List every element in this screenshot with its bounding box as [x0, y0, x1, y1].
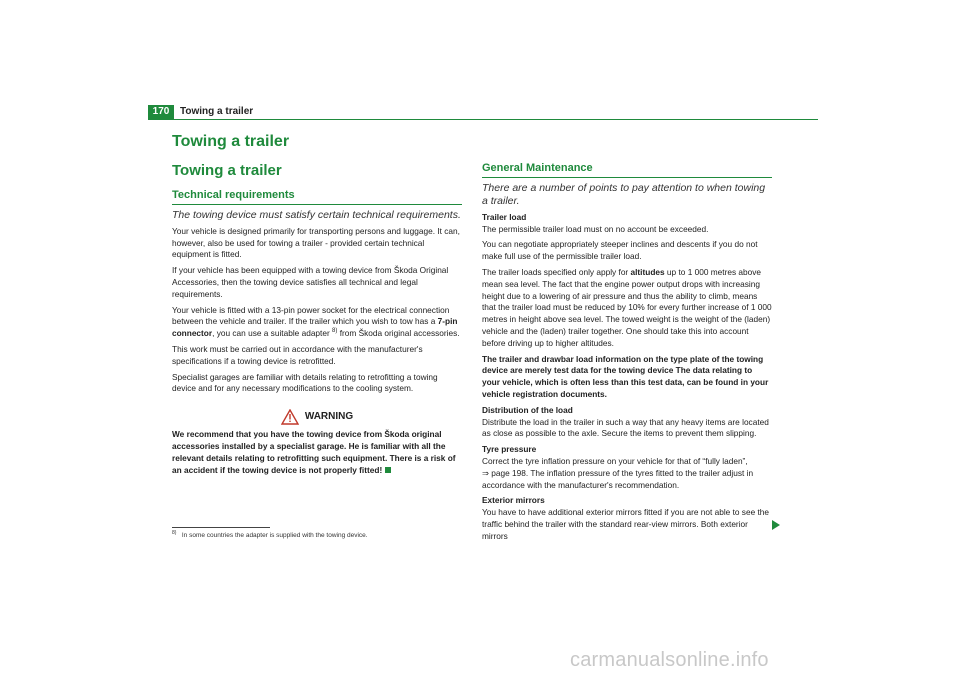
footnote-divider: [172, 527, 270, 528]
watermark: carmanualsonline.info: [570, 649, 769, 671]
section-end-icon: [385, 467, 391, 473]
technical-paragraph-5: Specialist garages are familiar with details relating to retrofitting a towing device and for any necessary modifications to the cooling system.: [172, 371, 438, 394]
section-title: Towing a trailer: [172, 162, 282, 179]
warning-box: [172, 409, 462, 476]
exterior-mirrors-text: You have to have additional exterior mirrors fitted if you are not able to see the traffic behind the trailer with the standard rear-view mirrors. Both exterior mirrors: [482, 507, 770, 541]
exterior-mirrors-heading: Exterior mirrors: [482, 495, 545, 506]
page-number: 170: [148, 105, 174, 119]
general-maintenance-heading: General Maintenance: [482, 162, 593, 174]
altitudes-term: altitudes: [630, 266, 665, 277]
technical-heading-divider: [172, 204, 462, 205]
warning-triangle-icon: [281, 409, 299, 425]
header-divider: [148, 119, 818, 120]
running-header-title: Towing a trailer: [180, 106, 254, 117]
seven-pin-connector-term: 7-pin connector: [172, 316, 458, 339]
trailer-load-heading: Trailer load: [482, 211, 527, 222]
technical-requirements-heading: Technical requirements: [172, 189, 295, 201]
page-reference-arrow-icon[interactable]: ⇒: [482, 467, 489, 478]
technical-intro: The towing device must satisfy certain technical requirements.: [172, 208, 461, 221]
maintenance-heading-divider: [482, 177, 772, 178]
right-column: [482, 163, 772, 547]
type-plate-note: The trailer and drawbar load information on the type plate of the towing device are merely test data for the towing device The data relating to your vehicle, which is often less than this test data, can be found in your vehicle registration documents.: [482, 353, 769, 399]
load-distribution-text: Distribute the load in the trailer in such a way that any heavy items are located as close as possible to the axle. Secure the items to prevent them slipping.: [482, 416, 769, 439]
warning-header: [172, 409, 462, 425]
maintenance-intro: There are a number of points to pay attention to when towing a trailer.: [482, 181, 766, 207]
technical-paragraph-3: Your vehicle is fitted with a 13-pin power socket for the electrical connection between the vehicle and trailer. If the trailer which you wish to tow has a 7-pin connector, you can use a suitable adapter $^{8)}$ from Škoda original accessories.: [172, 304, 460, 339]
tyre-pressure-text: Correct the tyre inflation pressure on your vehicle for that of “fully laden”, ⇒ page 198. The inflation pressure of the tyres fitted to the trailer adjust in accordance with the manufacturer's recommendation.: [482, 455, 754, 490]
warning-text: We recommend that you have the towing device from Škoda original accessories installed by a specialist garage. He is familiar with all the relevant details relating to retrofitting such equipment. There is a risk of an accident if the towing device is not properly fitted!: [172, 429, 456, 475]
trailer-load-paragraph-3: The trailer loads specified only apply for altitudes up to 1 000 metres above mean sea level. The fact that the engine power output drops with increasing height due to a lowering of air pressure and thus the ability to climb, means that the trailer load must be reduced by 10% for every further increase of 1 000 metres in height above sea level. The towed weight is the weight of the (laden) vehicle and the (laden) trailer together. One should take this into account before driving up to higher altitudes.: [482, 266, 772, 348]
trailer-load-paragraph-2: You can negotiate appropriately steeper inclines and descents if you do not make full use of the permissible trailer load.: [482, 239, 758, 262]
tyre-pressure-heading: Tyre pressure: [482, 444, 537, 455]
chapter-title: Towing a trailer: [172, 133, 290, 150]
warning-label: WARNING: [304, 411, 354, 423]
continue-arrow-icon: [772, 520, 780, 530]
left-column: [172, 190, 462, 480]
load-distribution-heading: Distribution of the load: [482, 404, 573, 415]
technical-paragraph-1: Your vehicle is designed primarily for transporting persons and luggage. It can, however, also be used for towing a trailer - provided certain technical equipment is fitted.: [172, 225, 460, 260]
footnote: $^{8)}$ In some countries the adapter is supplied with the towing device.: [172, 529, 368, 539]
trailer-load-paragraph-1: The permissible trailer load must on no account be exceeded.: [482, 223, 709, 234]
footnote-reference[interactable]: 8): [332, 328, 338, 335]
technical-paragraph-2: If your vehicle has been equipped with a towing device from Škoda Original Accessories, then the towing device satisfies all technical and legal requirements.: [172, 265, 449, 299]
technical-paragraph-4: This work must be carried out in accordance with the manufacturer's specifications if a towing device is retrofitted.: [172, 343, 423, 366]
